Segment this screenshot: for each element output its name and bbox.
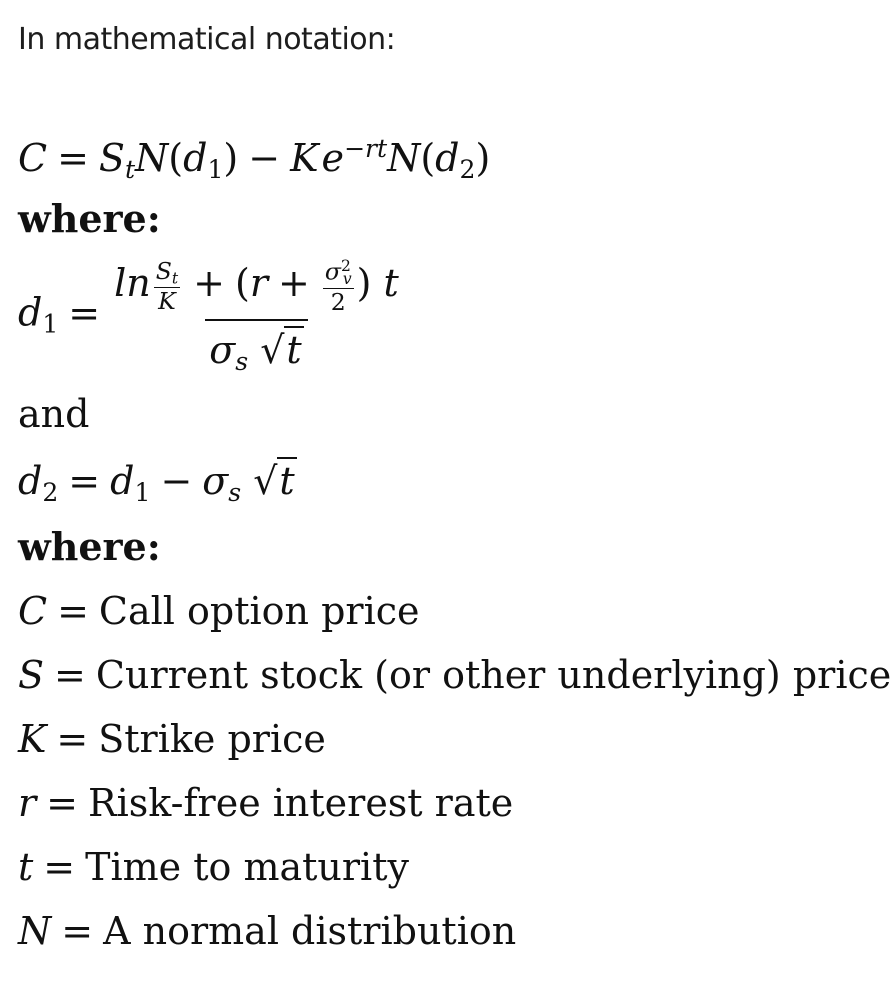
d1-formula: $d_1$ = ln $\frac{S_t}{K}$ + (r + $\frac{\sigma^2_v}{2}$ ) t $\sigma_s$ √t (18, 258, 403, 374)
d1-numerator: ln $\frac{S_t}{K}$ + (r + $\frac{\sigma^2_v}{2}$ ) t (114, 256, 399, 317)
where-label-2: where: (18, 524, 161, 569)
definition-call-price: C = Call option price (18, 589, 420, 633)
d1-fraction (110, 258, 403, 374)
definition-normal-distribution: N = A normal distribution (18, 909, 517, 953)
definition-time-to-maturity: t = Time to maturity (18, 845, 409, 889)
and-label: and (18, 392, 90, 436)
definition-risk-free-rate: r = Risk-free interest rate (18, 781, 514, 825)
definition-strike-price: K = Strike price (18, 717, 326, 761)
definition-stock-price: S = Current stock (or other underlying) price (18, 653, 892, 697)
call-price-formula: $C = S_tN(d_1) - Ke^{-rt}N(d_2)$ (18, 134, 491, 184)
d2-formula: $d_2 = d_1 - \sigma_s$ √t (18, 459, 295, 508)
intro-text: In mathematical notation: (18, 22, 396, 57)
d1-denominator: $\sigma_s$ √t (205, 319, 307, 374)
where-label-1: where: (18, 196, 161, 241)
